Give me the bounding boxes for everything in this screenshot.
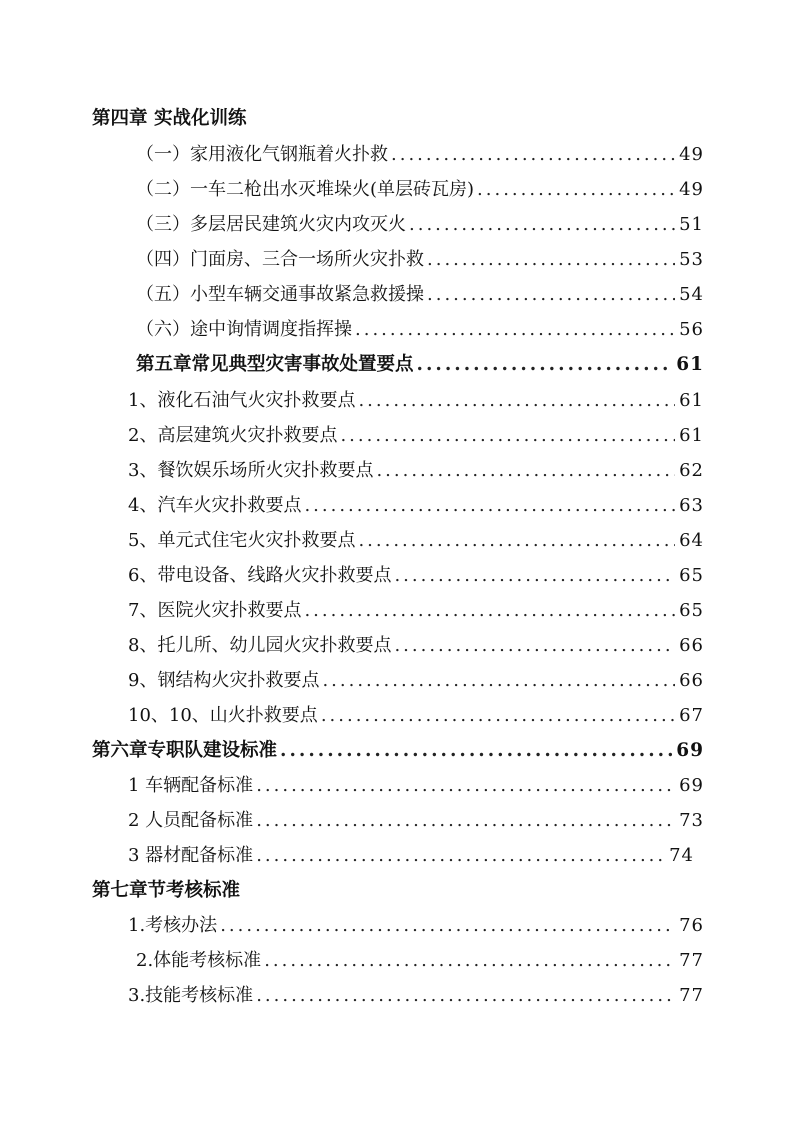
toc-entry-page: 49: [679, 179, 704, 200]
toc-entry[interactable]: [136, 245, 704, 275]
toc-entry-page: 61: [679, 390, 704, 411]
toc-entry-page: 49: [679, 144, 704, 165]
leader-dots: [256, 981, 675, 1011]
toc-entry[interactable]: [136, 315, 704, 345]
toc-entry-title: 3、餐饮娱乐场所火灾扑救要点: [128, 460, 374, 481]
toc-entry-page: 69: [679, 775, 704, 796]
toc-entry-title: 5、单元式住宅火灾扑救要点: [128, 530, 356, 551]
leader-dots: [358, 386, 675, 416]
toc-entry[interactable]: [128, 491, 704, 521]
leader-dots: [264, 946, 675, 976]
toc-entry[interactable]: [128, 701, 704, 731]
toc-entry[interactable]: [128, 806, 704, 836]
leader-dots: [322, 666, 675, 696]
toc-entry-page: 76: [679, 915, 704, 936]
toc-entry[interactable]: [128, 421, 704, 451]
toc-entry[interactable]: [128, 841, 694, 871]
chapter-6-entry[interactable]: [92, 736, 704, 766]
toc-entry-title: 1、液化石油气火灾扑救要点: [128, 390, 356, 411]
toc-entry-title: 2 人员配备标准: [128, 810, 254, 831]
toc-entry[interactable]: [128, 911, 704, 941]
toc-entry-title: 3.技能考核标准: [128, 985, 254, 1006]
toc-entry-title: （四）门面房、三合一场所火灾扑救: [136, 249, 424, 270]
toc-entry[interactable]: [136, 280, 704, 310]
toc-entry-page: 66: [679, 635, 704, 656]
leader-dots: [304, 596, 675, 626]
toc-entry[interactable]: [136, 175, 704, 205]
toc-entry[interactable]: [128, 631, 704, 661]
toc-entry[interactable]: [136, 210, 704, 240]
leader-dots: [391, 140, 675, 170]
leader-dots: [304, 491, 675, 521]
chapter-5-entry[interactable]: [136, 350, 704, 380]
toc-entry-title: 9、钢结构火灾扑救要点: [128, 670, 320, 691]
toc-entry-title: 2.体能考核标准: [136, 950, 262, 971]
toc-entry-page: 51: [679, 214, 704, 235]
leader-dots: [477, 175, 675, 205]
toc-entry-title: 2、高层建筑火灾扑救要点: [128, 425, 338, 446]
toc-entry-title: 1 车辆配备标准: [128, 775, 254, 796]
toc-entry-page: 63: [679, 495, 704, 516]
toc-entry-title: （二）一车二枪出水灭堆垛火(单层砖瓦房): [136, 179, 475, 200]
toc-entry-title: （三）多层居民建筑火灾内攻灭火: [136, 214, 406, 235]
toc-entry-page: 77: [679, 985, 704, 1006]
leader-dots: [409, 210, 675, 240]
toc-entry[interactable]: [128, 561, 704, 591]
chapter-7-heading: 第七章节考核标准: [92, 880, 241, 901]
toc-entry-page: 67: [679, 705, 704, 726]
toc-entry-page: 74: [669, 845, 694, 866]
leader-dots: [355, 315, 675, 345]
toc-entry-page: 56: [679, 319, 704, 340]
toc-entry-page: 54: [679, 284, 704, 305]
toc-entry-title: 8、托儿所、幼儿园火灾扑救要点: [128, 635, 392, 656]
leader-dots: [280, 736, 672, 766]
chapter-5-title: 第五章常见典型灾害事故处置要点: [136, 354, 414, 375]
toc-entry-title: 7、医院火灾扑救要点: [128, 600, 302, 621]
toc-entry-title: 6、带电设备、线路火灾扑救要点: [128, 565, 392, 586]
leader-dots: [256, 806, 675, 836]
leader-dots: [256, 771, 675, 801]
toc-entry[interactable]: [128, 526, 704, 556]
toc-entry-page: 64: [679, 530, 704, 551]
leader-dots: [427, 280, 675, 310]
toc-entry[interactable]: [128, 981, 704, 1011]
toc-entry[interactable]: [128, 456, 704, 486]
leader-dots: [340, 421, 675, 451]
toc-entry-page: 61: [679, 425, 704, 446]
toc-entry-page: 69: [676, 740, 704, 761]
leader-dots: [321, 701, 675, 731]
toc-entry-title: （六）途中询情调度指挥操: [136, 319, 352, 340]
toc-entry-page: 65: [679, 600, 704, 621]
toc-entry[interactable]: [136, 140, 704, 170]
toc-entry-page: 53: [679, 249, 704, 270]
toc-entry-page: 73: [679, 810, 704, 831]
chapter-4-heading: 第四章 实战化训练: [92, 108, 247, 129]
leader-dots: [417, 350, 673, 380]
toc-entry[interactable]: [136, 946, 704, 976]
toc-entry-title: （五）小型车辆交通事故紧急救援操: [136, 284, 424, 305]
leader-dots: [256, 841, 665, 871]
toc-entry-title: 4、汽车火灾扑救要点: [128, 495, 302, 516]
toc-entry-title: 3 器材配备标准: [128, 845, 254, 866]
leader-dots: [394, 561, 675, 591]
toc-entry-title: 10、10、山火扑救要点: [128, 705, 318, 726]
leader-dots: [427, 245, 675, 275]
toc-entry-page: 62: [679, 460, 704, 481]
toc-entry-page: 77: [679, 950, 704, 971]
toc-entry-title: （一）家用液化气钢瓶着火扑救: [136, 144, 388, 165]
toc-entry[interactable]: [128, 666, 704, 696]
leader-dots: [394, 631, 675, 661]
toc-entry[interactable]: [128, 386, 704, 416]
leader-dots: [376, 456, 675, 486]
toc-entry-title: 1.考核办法: [128, 915, 218, 936]
toc-entry-page: 65: [679, 565, 704, 586]
toc-entry[interactable]: [128, 771, 704, 801]
chapter-6-title: 第六章专职队建设标准: [92, 740, 278, 761]
toc-entry-page: 66: [679, 670, 704, 691]
leader-dots: [358, 526, 675, 556]
toc-entry-page: 61: [676, 354, 704, 375]
toc-entry[interactable]: [128, 596, 704, 626]
leader-dots: [220, 911, 675, 941]
